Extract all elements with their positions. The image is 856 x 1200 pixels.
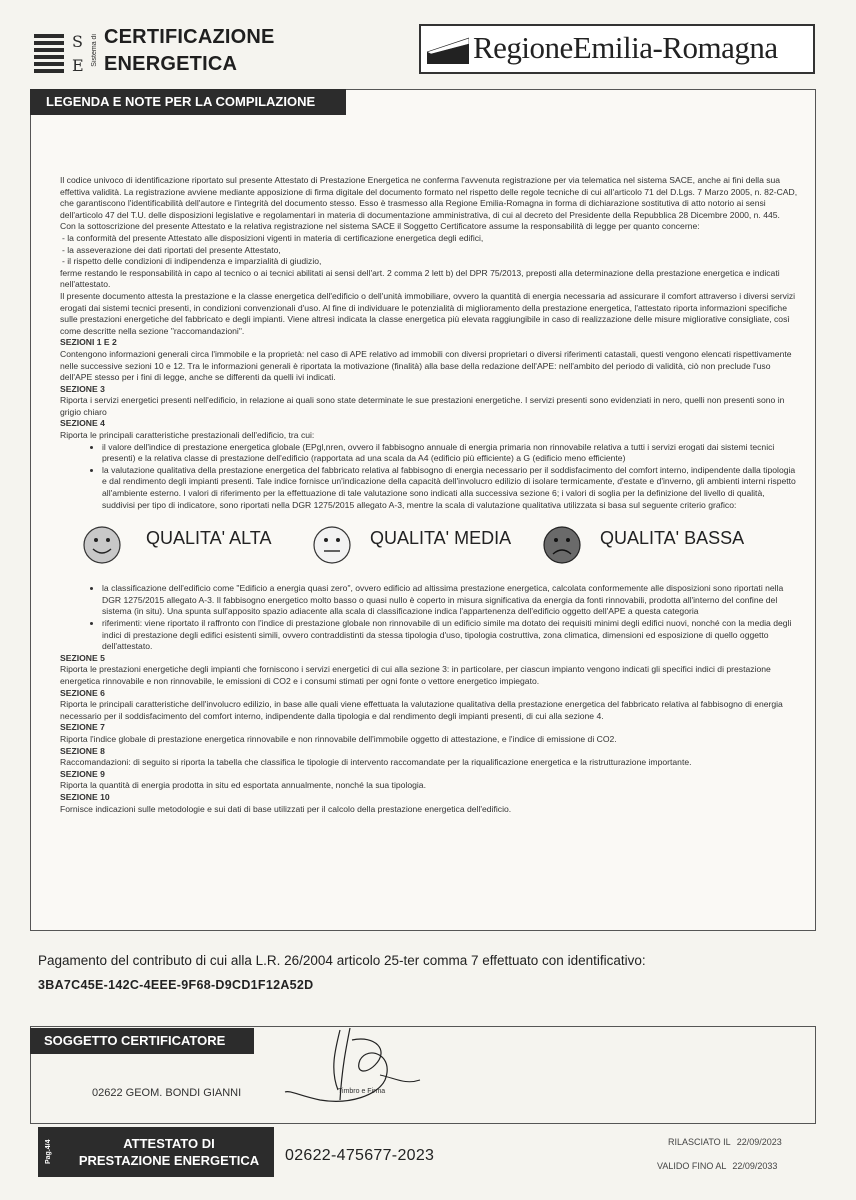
- sace-logo: [34, 30, 96, 80]
- quality-medium-label: QUALITA' MEDIA: [370, 528, 512, 549]
- quality-low-label: QUALITA' BASSA: [600, 528, 745, 549]
- section-4-text: Riporta le principali caratteristiche prestazionali dell'edificio, tra cui:: [60, 430, 315, 441]
- section-8-text: Raccomandazioni: di seguito si riporta la tabella che classifica le tipologie di intervento raccomandate per la riqualificazione energetica e la ristrutturazione importante.: [60, 757, 692, 768]
- section-9-title: SEZIONE 9: [60, 768, 105, 779]
- section-5-title: SEZIONE 5: [60, 652, 105, 663]
- sace-letter-e: E: [72, 56, 84, 75]
- section-8-title: SEZIONE 8: [60, 745, 105, 756]
- quality-scale: [60, 519, 798, 577]
- intro-paragraph: Il codice univoco di identificazione riportato sul presente Attestato di Prestazione Energetica ne conferma l'avvenuta registrazione per via telematica nel sistema SACE, anche ai fini della sua effettiva validità. La registrazione avviene mediante apposizione di firma digitale del documento formato nel rispetto delle regole tecniche di cui all'articolo 71 del D.Lgs. 7 Marzo 2005, n. 82-CAD, che garantiscono l'identificabilità dell'autore e l'integrità del documento stesso. Esso è trasmesso alla Regione Emilia-Romagna in forma di dichiarazione sostitutiva di atto notorio ai sensi dell'articolo 47 del T.U. delle disposizioni legislative e regolamentari in materia di documentazione amministrativa, di cui al decreto del Presidente della Repubblica 28 Dicembre 2000, n. 445. Con la sottoscrizione del presente Attestato e la relativa registrazione nel sistema SACE il Soggetto Certificatore assume la responsabilità di legge per quanto concerne:: [60, 175, 798, 232]
- section-4-title: SEZIONE 4: [60, 418, 105, 429]
- section-6-title: SEZIONE 6: [60, 687, 105, 698]
- issued-value: 22/09/2023: [736, 1137, 782, 1147]
- intro-dash-2: - la asseverazione dei dati riportati del presente Attestato,: [62, 244, 281, 255]
- region-flag-icon: [427, 34, 469, 64]
- intro-paragraph-2: Il presente documento attesta la prestazione e la classe energetica dell'edificio o dell'unità immobiliare, ovvero la quantità di energia necessaria ad assicurare il comfort attraverso i diversi servizi erogati dai sistemi tecnici presenti, in condizioni convenzionali d'uso. Al fine di individuare le potenzialità di miglioramento della prestazione energetica, l'attestato riporta informazioni specifiche sulle prestazioni energetiche del fabbricato e degli impianti. Viene altresì indicata la classe energetica più elevata raggiungibile in caso di realizzazione delle misure migliorative consigliate, così come descritte nella sezione "raccomandazioni".: [60, 290, 796, 336]
- neutral-face-icon: [312, 525, 352, 565]
- section-4-bullets-b: [60, 583, 798, 653]
- legend-title: LEGENDA E NOTE PER LA COMPILAZIONE: [30, 89, 346, 115]
- section-3-text: Riporta i servizi energetici presenti nell'edificio, in relazione ai quali sono state determinate le sue prestazioni energetiche. I servizi presenti sono evidenziati in nero, quelli non presenti sono in grigio chiaro: [60, 395, 785, 417]
- sace-letter-s: S: [72, 32, 83, 51]
- payment-text: Pagamento del contributo di cui alla L.R. 26/2004 articolo 25-ter comma 7 effettuato con identificativo:: [38, 953, 646, 968]
- section-4-bullets-a: [60, 442, 798, 512]
- sace-bars-icon: [34, 34, 64, 76]
- section-5-text: Riporta le prestazioni energetiche degli impianti che forniscono i servizi energetici di cui alla sezione 3: in particolare, per ciascun impianto vengono indicati gli specifici indici di prestazione energetica rinnovabile e non rinnovabile, le emissioni di CO2 e i consumi stimati per ogni fonte o vettore energetico impiegato.: [60, 664, 771, 686]
- issued-label: RILASCIATO IL: [668, 1137, 731, 1147]
- certification-title-line1: CERTIFICAZIONE: [104, 26, 275, 48]
- section-6-text: Riporta le principali caratteristiche dell'involucro edilizio, in base alle quali viene effettuata la valutazione qualitativa della prestazione energetica del fabbricato relativa al fabbisogno di energia necessario per il soddisfacimento del comfort interno, indipendente dalla tipologia e dal rendimento degli impianti presenti, di cui alla sezione 4.: [60, 699, 783, 721]
- section-3-title: SEZIONE 3: [60, 383, 105, 394]
- intro-dash-1: - la conformità del presente Attestato alle disposizioni vigenti in materia di certificazione energetica degli edifici,: [62, 232, 484, 243]
- sad-face-icon: [542, 525, 582, 565]
- intro-after: ferme restando le responsabilità in capo al tecnico o ai tecnici abilitati ai sensi dell'art. 2 comma 2 lett b) del DPR 75/2013, preposti alla determinazione della prestazione energetica e indicati nell'attestato.: [60, 267, 780, 290]
- region-logo: [419, 24, 815, 74]
- section-7-text: Riporta l'indice globale di prestazione energetica rinnovabile e non rinnovabile dell'immobile oggetto di attestazione, e l'indice di emissione di CO2.: [60, 733, 617, 744]
- sace-letters: [72, 30, 84, 78]
- section-7-title: SEZIONE 7: [60, 722, 105, 733]
- page-number: Pag.4/4: [45, 1139, 52, 1165]
- footer-title-line2: PRESTAZIONE ENERGETICA: [78, 1153, 260, 1168]
- list-item: • la classificazione dell'edificio come "Edificio a energia quasi zero", ovvero edificio ad altissima prestazione energetica, calcolata conformemente alle disposizioni sono riportati nella DGR 1275/2015 allegato A-3. Il fabbisogno energetico molto basso o quasi nullo è coperto in misura significativa da energia da fonti rinnovabili, prodotta all'interno del confine del sistema (in situ). Una spunta sull'apposito spazio adiacente alla scala di classificazione indica l'appartenenza dell'edificio oggetto dell'APE a questa categoria: [102, 583, 798, 618]
- valid-label: VALIDO FINO AL: [657, 1161, 727, 1171]
- certification-title-line2: ENERGETICA: [104, 53, 238, 75]
- section-10-title: SEZIONE 10: [60, 791, 110, 802]
- section-9-text: Riporta la quantità di energia prodotta in situ ed esportata annualmente, nonché la sua tipologia.: [60, 780, 426, 791]
- valid-until: [657, 1161, 777, 1171]
- certifier-name: 02622 GEOM. BONDI GIANNI: [92, 1087, 242, 1099]
- region-name: RegioneEmilia-Romagna: [473, 30, 778, 65]
- valid-value: 22/09/2033: [732, 1161, 778, 1171]
- list-item: • riferimenti: viene riportato il raffronto con l'indice di prestazione globale non rinnovabile di un edificio simile ma dotato dei requisiti minimi degli edifici nuovi, nonché con la media degli indici di prestazione degli edifici esistenti simili, ovvero contraddistinti da stessa tipologia d'uso, tipologia costruttiva, zona climatica, dimensioni ed esposizione di quello oggetto dell'attestato.: [102, 618, 798, 653]
- sace-small-text: Sistema di: [91, 34, 98, 67]
- section-1-2-text: Contengono informazioni generali circa l'immobile e la proprietà: nel caso di APE relativo ad immobili con diversi proprietari o diversi riferimenti catastali, questi vengono elencati rispettivamente nelle successive sezioni 10 e 12. Tra le informazioni generali è riportata la motivazione (finalità) alla base della redazione dell'APE: nell'ambito del periodo di validità, ciò non preclude l'uso dell'APE stesso per i fini di legge, anche se differenti da quelli ivi indicati.: [60, 348, 792, 383]
- footer-title-line1: ATTESTATO DI: [123, 1136, 215, 1151]
- footer-title-bar: [38, 1127, 274, 1177]
- certificate-code: 02622-475677-2023: [285, 1147, 435, 1164]
- certification-title: [104, 24, 275, 78]
- section-10-text: Fornisce indicazioni sulle metodologie e sui dati di base utilizzati per il calcolo della prestazione energetica dell'edificio.: [60, 803, 512, 814]
- intro-dash-3: - il rispetto delle condizioni di indipendenza e imparzialità di giudizio,: [62, 256, 322, 267]
- quality-high-label: QUALITA' ALTA: [146, 528, 272, 549]
- legend-content: [60, 175, 798, 815]
- signature-icon: [280, 1020, 430, 1110]
- list-item: • la valutazione qualitativa della prestazione energetica del fabbricato relativa al fabbisogno di energia necessario per il soddisfacimento del comfort interno, indipendente dalla tipologia e dal rendimento degli impianti presenti. Tale indice fornisce un'indicazione della capacità dell'involucro edilizio di isolare termicamente, d'estate e d'inverno, gli ambienti interni rispetto all'ambiente esterno. I valori di riferimento per la effettuazione di tale valutazione sono indicati alla successiva sezione 6; i valori di soglia per la definizione del livello di qualità, suddivisi per tipo di indicatore, sono riportati nella DGR 1275/2015 allegato A-3, mentre la scala di valutazione qualitativa utilizzata si basa sul seguente criterio grafico:: [102, 465, 798, 511]
- footer-title: [74, 1135, 264, 1169]
- stamp-label: Timbro e Firma: [338, 1088, 386, 1095]
- payment-id: 3BA7C45E-142C-4EEE-9F68-D9CD1F12A52D: [38, 978, 314, 992]
- issued-date: [668, 1137, 782, 1147]
- section-1-2-title: SEZIONI 1 E 2: [60, 337, 117, 348]
- happy-face-icon: [82, 525, 122, 565]
- list-item: • il valore dell'indice di prestazione energetica globale (EPgl,nren, ovvero il fabbisogno annuale di energia primaria non rinnovabile relativa a tutti i servizi erogati dai sistemi tecnici presenti) e la relativa classe di prestazione dell'edificio (rapportata ad una scala da A4 (edificio più efficiente) a G (edificio meno efficiente): [102, 442, 798, 465]
- certifier-title: SOGGETTO CERTIFICATORE: [30, 1028, 254, 1054]
